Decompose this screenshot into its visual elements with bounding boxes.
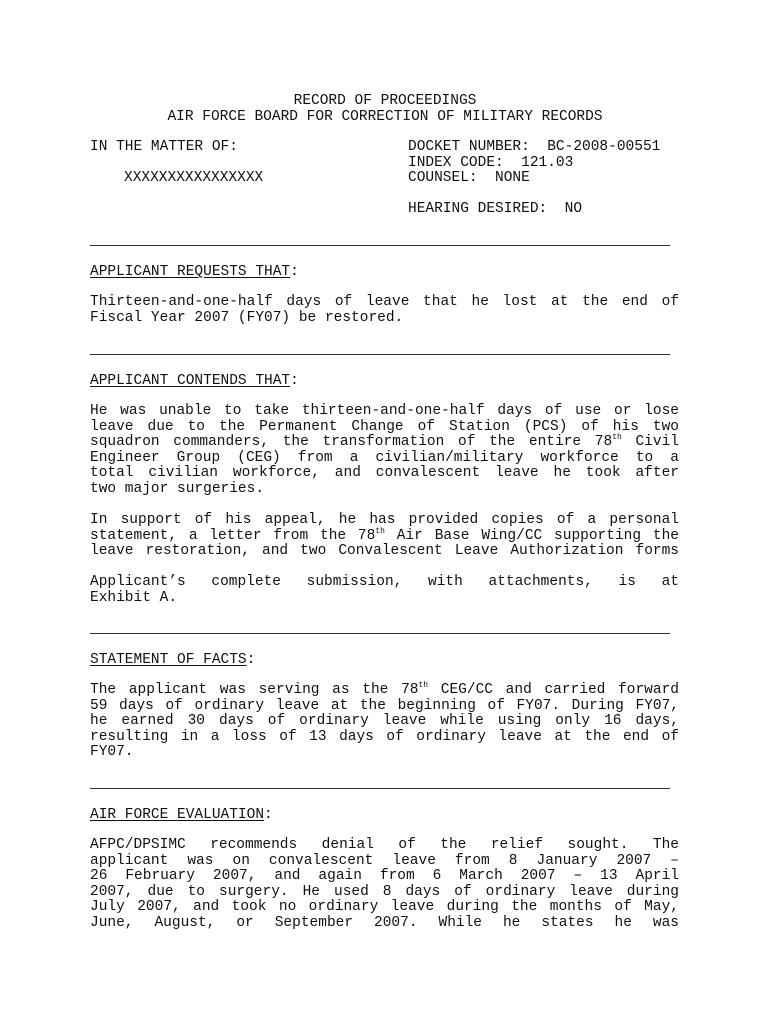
facts-paragraph: [90, 683, 679, 761]
section-divider: [90, 788, 670, 789]
section-divider: [90, 245, 670, 246]
contends-paragraph-2: [90, 513, 679, 560]
text-line: Exhibit A.: [90, 589, 178, 606]
text-line: total civilian workforce, and convalescent leave he took after: [90, 465, 679, 482]
text-line: statement, a letter from the 78th Air Base Wing/CC supporting the: [90, 526, 679, 544]
contends-paragraph-1: [90, 404, 679, 498]
text-line: June, August, or September 2007. While he states he was: [90, 914, 679, 931]
text-line: He was unable to take thirteen-and-one-half days of use or lose: [90, 403, 679, 419]
text-line: two major surgeries.: [90, 480, 265, 497]
evaluation-paragraph: [90, 838, 679, 932]
text-line: 59 days of ordinary leave at the beginning of FY07. During FY07,: [90, 697, 679, 714]
matter-name: XXXXXXXXXXXXXXXX: [124, 170, 264, 186]
text-line: 2007, due to surgery. He used 8 days of ordinary leave during: [90, 883, 679, 900]
facts-heading: STATEMENT OF FACTS:: [90, 652, 256, 668]
matter-label: IN THE MATTER OF:: [90, 139, 238, 155]
text-line: applicant was on convalescent leave from 8 January 2007 –: [90, 852, 679, 869]
counsel: COUNSEL: NONE: [408, 170, 530, 186]
text-line: AFPC/DPSIMC recommends denial of the relief sought. The: [90, 837, 679, 853]
text-line: The applicant was serving as the 78th CEG/CC and carried forward: [90, 681, 679, 698]
text-line: leave due to the Permanent Change of Station (PCS) of his two: [90, 418, 679, 435]
hearing-desired: HEARING DESIRED: NO: [408, 201, 583, 217]
text-line: resulting in a loss of 13 days of ordinary leave at the end of: [90, 728, 679, 745]
section-divider: [90, 633, 670, 634]
text-line: Fiscal Year 2007 (FY07) be restored.: [90, 309, 404, 326]
contends-paragraph-3: [90, 575, 679, 606]
contends-heading: APPLICANT CONTENDS THAT:: [90, 373, 299, 389]
text-line: In support of his appeal, he has provided copies of a personal: [90, 512, 679, 528]
text-line: July 2007, and took no ordinary leave during the months of May,: [90, 899, 679, 916]
text-line: Applicant’s complete submission, with attachments, is at: [90, 574, 679, 590]
document-title-line2: AIR FORCE BOARD FOR CORRECTION OF MILITARY RECORDS: [167, 109, 603, 125]
evaluation-heading: AIR FORCE EVALUATION:: [90, 807, 273, 823]
requests-paragraph: [90, 295, 679, 326]
text-line: Thirteen-and-one-half days of leave that he lost at the end of: [90, 294, 679, 310]
document-title-line1: RECORD OF PROCEEDINGS: [293, 93, 477, 109]
text-line: FY07.: [90, 744, 134, 761]
text-line: Engineer Group (CEG) from a civilian/military workforce to a: [90, 449, 679, 466]
requests-heading: APPLICANT REQUESTS THAT:: [90, 264, 299, 280]
text-line: 26 February 2007, and again from 6 March 2007 – 13 April: [90, 868, 679, 885]
text-line: leave restoration, and two Convalescent Leave Authorization forms: [90, 543, 679, 560]
docket-number: DOCKET NUMBER: BC-2008-00551: [408, 139, 661, 155]
text-line: squadron commanders, the transformation of the entire 78th Civil: [90, 433, 679, 451]
text-line: he earned 30 days of ordinary leave while using only 16 days,: [90, 713, 679, 730]
index-code: INDEX CODE: 121.03: [408, 154, 574, 171]
section-divider: [90, 354, 670, 355]
